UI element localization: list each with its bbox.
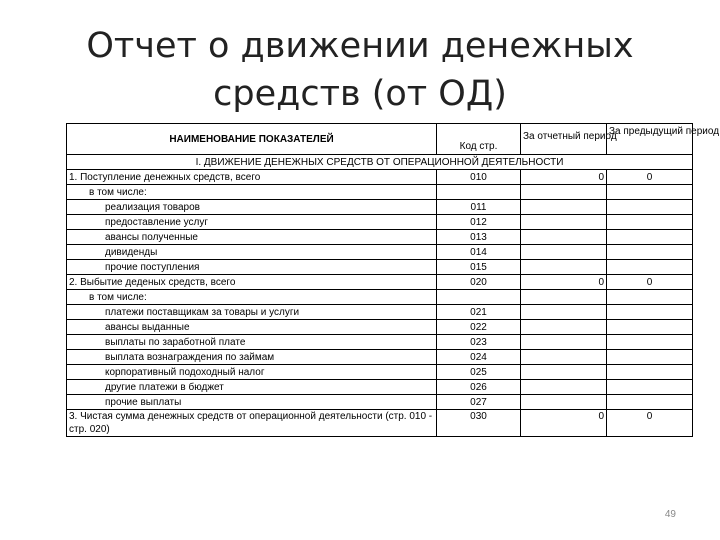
row-current xyxy=(521,335,607,350)
row-current xyxy=(521,260,607,275)
row-current xyxy=(521,380,607,395)
row-code: 012 xyxy=(437,215,521,230)
row-code: 013 xyxy=(437,230,521,245)
row-current xyxy=(521,350,607,365)
slide-title-line2: средств (от ОД) xyxy=(213,74,507,114)
row-current: 0 xyxy=(521,275,607,290)
row-previous xyxy=(607,245,693,260)
row-name: выплата вознаграждения по займам xyxy=(67,350,437,365)
page-number: 49 xyxy=(664,509,676,520)
section-title: I. ДВИЖЕНИЕ ДЕНЕЖНЫХ СРЕДСТВ ОТ ОПЕРАЦИОННОЙ ДЕЯТЕЛЬНОСТИ xyxy=(67,155,693,170)
row-previous xyxy=(607,350,693,365)
row-name: предоставление услуг xyxy=(67,215,437,230)
table-row xyxy=(67,380,693,395)
row-code: 030 xyxy=(437,410,521,437)
row-current xyxy=(521,215,607,230)
row-name: корпоративный подоходный налог xyxy=(67,365,437,380)
row-current xyxy=(521,305,607,320)
table-row xyxy=(67,320,693,335)
table-row xyxy=(67,395,693,410)
slide-title xyxy=(0,22,720,118)
row-previous xyxy=(607,365,693,380)
row-name: другие платежи в бюджет xyxy=(67,380,437,395)
header-previous-period: За предыдущий период xyxy=(607,124,693,155)
table-row xyxy=(67,305,693,320)
row-previous xyxy=(607,230,693,245)
row-current xyxy=(521,395,607,410)
row-current xyxy=(521,320,607,335)
row-current xyxy=(521,290,607,305)
row-code: 015 xyxy=(437,260,521,275)
row-name: выплаты по заработной плате xyxy=(67,335,437,350)
row-name: авансы полученные xyxy=(67,230,437,245)
table-row xyxy=(67,410,693,437)
row-previous xyxy=(607,305,693,320)
row-name: авансы выданные xyxy=(67,320,437,335)
slide-title-line1: Отчет о движении денежных xyxy=(86,26,634,66)
row-previous xyxy=(607,185,693,200)
row-code: 021 xyxy=(437,305,521,320)
row-current xyxy=(521,200,607,215)
row-name: дивиденды xyxy=(67,245,437,260)
row-previous xyxy=(607,320,693,335)
row-previous xyxy=(607,215,693,230)
row-previous xyxy=(607,395,693,410)
row-current: 0 xyxy=(521,410,607,437)
row-code: 024 xyxy=(437,350,521,365)
row-name: в том числе: xyxy=(67,290,437,305)
row-previous: 0 xyxy=(607,170,693,185)
table-row xyxy=(67,170,693,185)
table-row xyxy=(67,185,693,200)
table-row xyxy=(67,365,693,380)
table-row xyxy=(67,215,693,230)
row-current: 0 xyxy=(521,170,607,185)
row-current xyxy=(521,230,607,245)
cash-flow-table xyxy=(66,123,720,437)
row-code: 010 xyxy=(437,170,521,185)
section-row xyxy=(67,155,693,170)
row-previous xyxy=(607,380,693,395)
row-code: 020 xyxy=(437,275,521,290)
header-name: НАИМЕНОВАНИЕ ПОКАЗАТЕЛЕЙ xyxy=(67,124,437,155)
table-row xyxy=(67,350,693,365)
table-row xyxy=(67,260,693,275)
row-name: 1. Поступление денежных средств, всего xyxy=(67,170,437,185)
row-previous xyxy=(607,335,693,350)
row-name: в том числе: xyxy=(67,185,437,200)
row-previous xyxy=(607,200,693,215)
table-row xyxy=(67,275,693,290)
row-current xyxy=(521,365,607,380)
header-row xyxy=(67,124,693,155)
row-code: 027 xyxy=(437,395,521,410)
row-code xyxy=(437,290,521,305)
table-row xyxy=(67,335,693,350)
table-row xyxy=(67,245,693,260)
row-code: 023 xyxy=(437,335,521,350)
row-name: 3. Чистая сумма денежных средств от операционной деятельности (стр. 010 - стр. 020) xyxy=(67,410,437,437)
row-previous xyxy=(607,260,693,275)
row-name: 2. Выбытие деденых средств, всего xyxy=(67,275,437,290)
row-previous xyxy=(607,290,693,305)
table-row xyxy=(67,290,693,305)
row-current xyxy=(521,245,607,260)
header-current-period: За отчетный период xyxy=(521,124,607,155)
row-code xyxy=(437,185,521,200)
row-current xyxy=(521,185,607,200)
row-name: реализация товаров xyxy=(67,200,437,215)
header-code: Код стр. xyxy=(437,124,521,155)
row-code: 026 xyxy=(437,380,521,395)
row-name: платежи поставщикам за товары и услуги xyxy=(67,305,437,320)
row-previous: 0 xyxy=(607,275,693,290)
row-code: 025 xyxy=(437,365,521,380)
row-code: 011 xyxy=(437,200,521,215)
row-name: прочие поступления xyxy=(67,260,437,275)
row-previous: 0 xyxy=(607,410,693,437)
row-code: 022 xyxy=(437,320,521,335)
table-row xyxy=(67,230,693,245)
table-row xyxy=(67,200,693,215)
row-code: 014 xyxy=(437,245,521,260)
row-name: прочие выплаты xyxy=(67,395,437,410)
